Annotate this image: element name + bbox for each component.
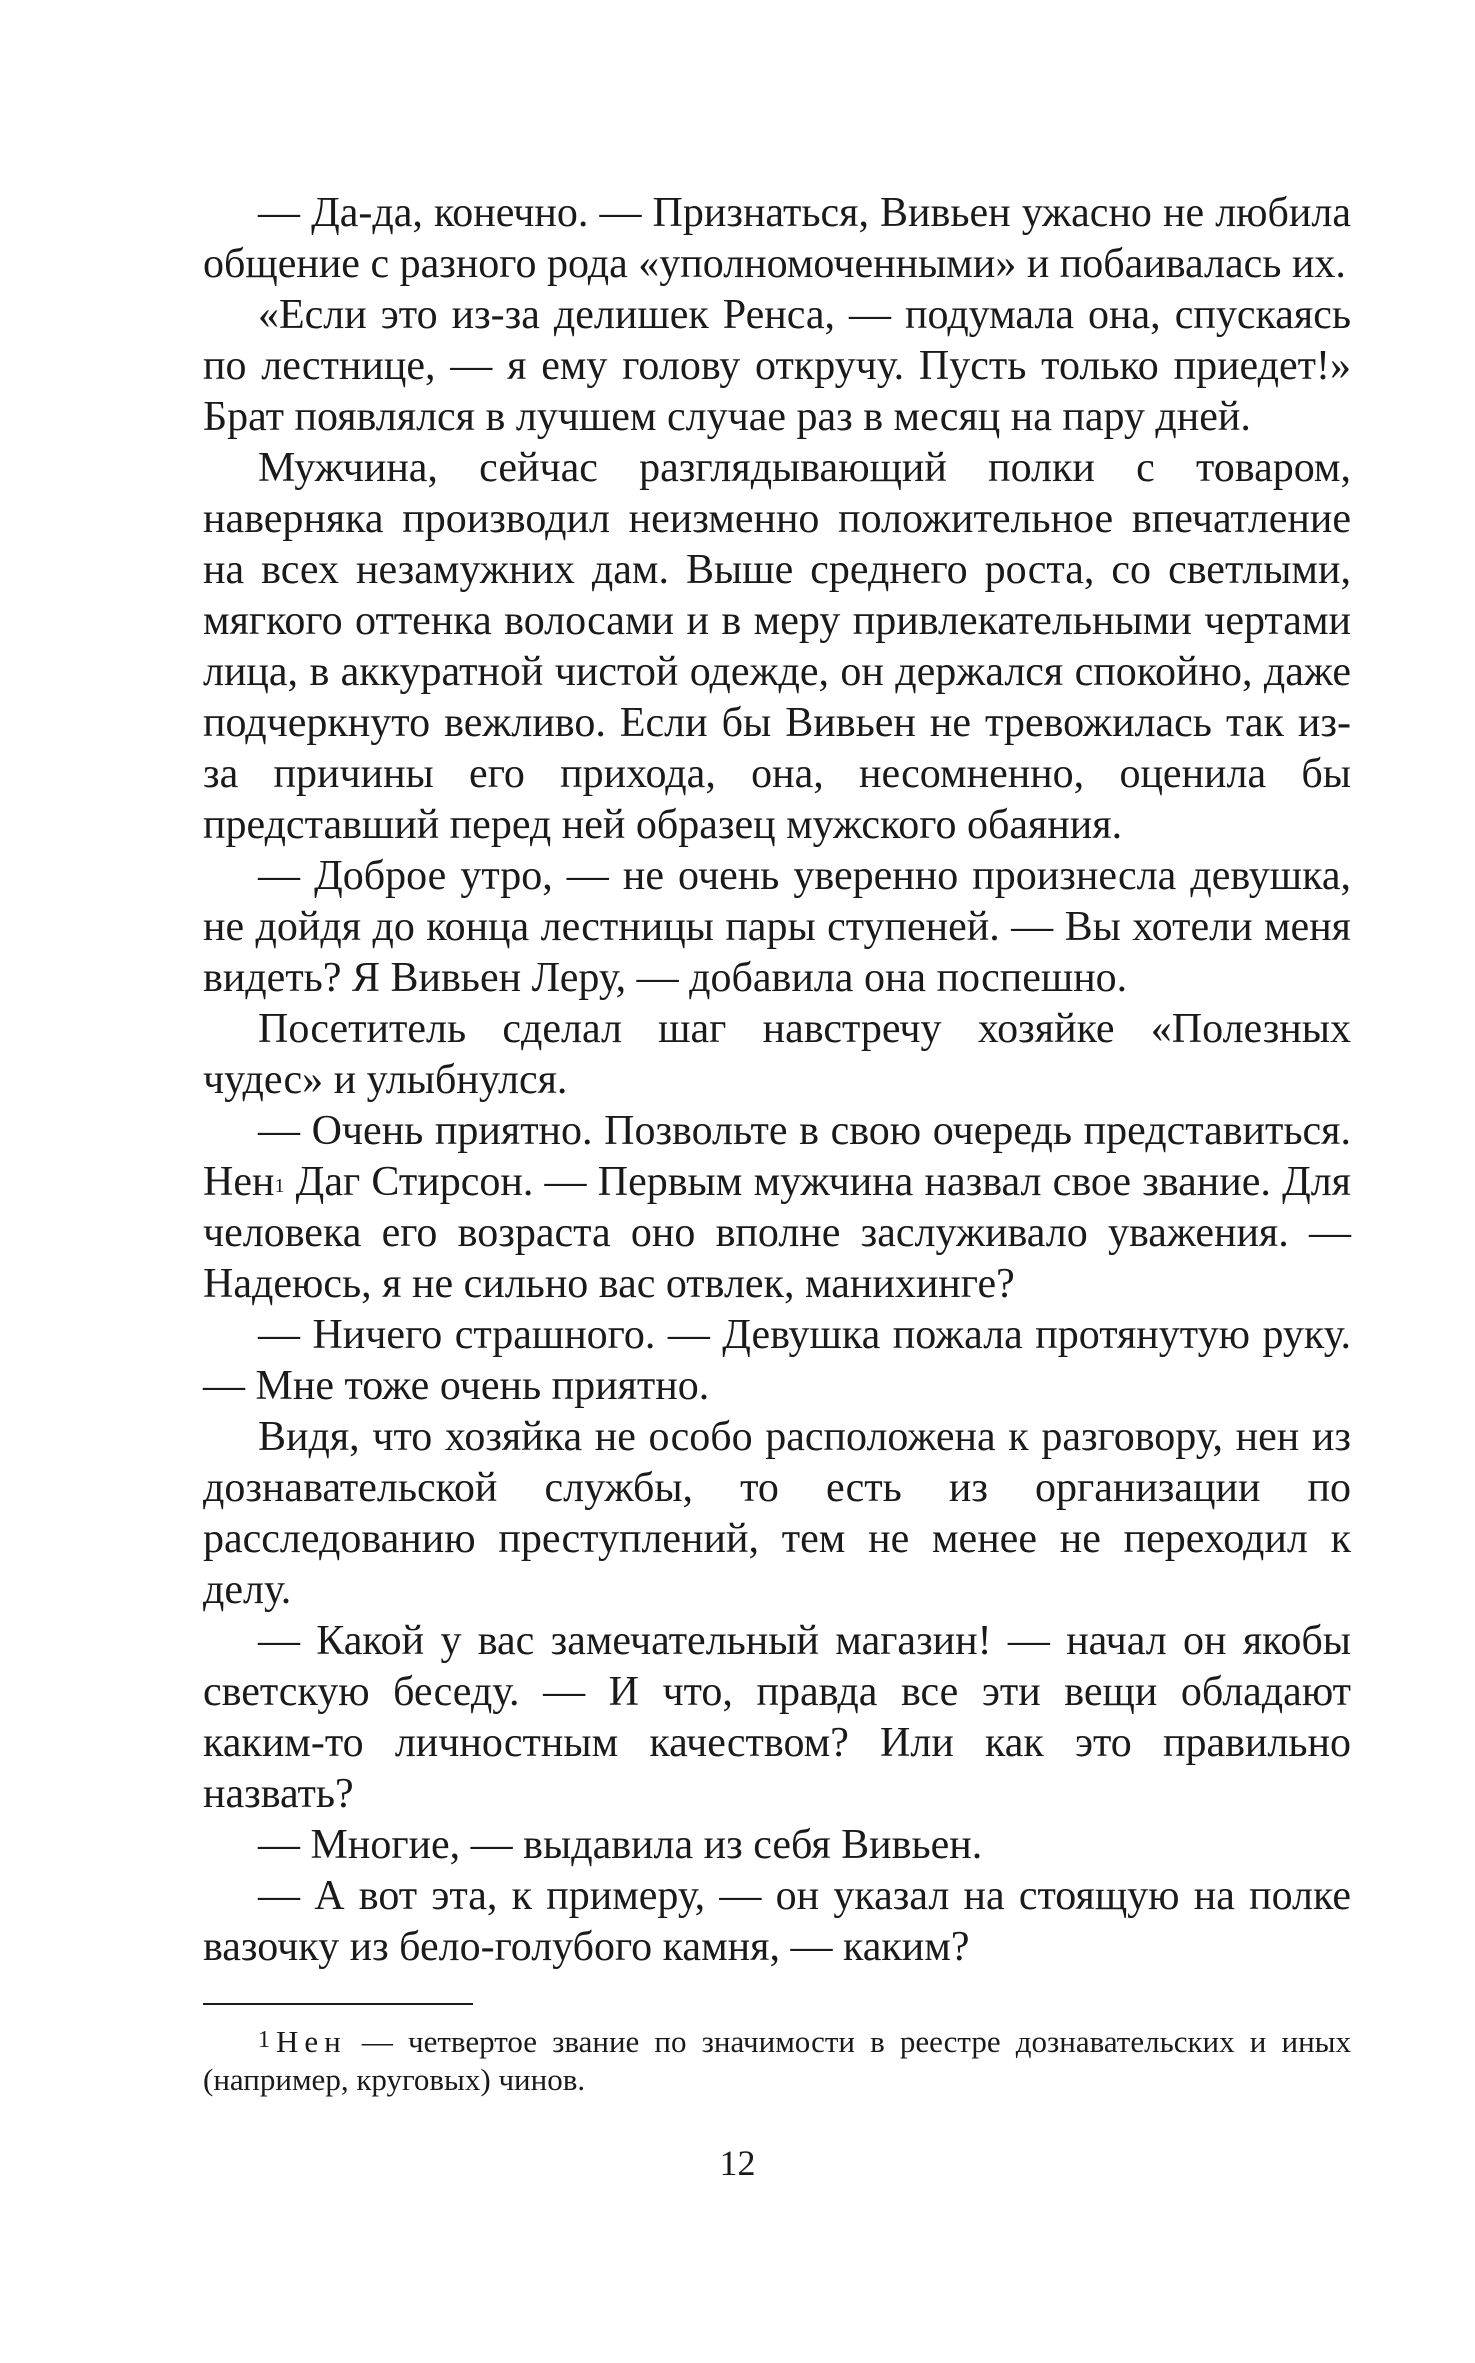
paragraph: — А вот эта, к примеру, — он указал на стоящую на полке вазочку из бело-голубого камня, — каким? [203, 1873, 1351, 1970]
paragraph-with-footnote [203, 1106, 1351, 1310]
footnote-reference: 1 [274, 1175, 285, 1197]
paragraph: Видя, что хозяйка не особо расположена к разговору, нен из дознавательской службы, то есть из организации по расследованию преступлений, тем не менее не переходил к делу. [203, 1414, 1351, 1613]
footnote-text: — четвертое звание по значимости в реестре дознавательских и иных (например, круговых) чинов. [203, 2024, 1351, 2097]
text-span: — Очень приятно. Позвольте в свою очередь представиться. Нен [203, 1108, 1351, 1205]
paragraph: Мужчина, сейчас разглядывающий полки с товаром, наверняка производил неизменно положительное впечатление на всех незамужних дам. Выше среднего роста, со светлыми, мягкого оттенка волосами и в меру привлекательными чертами лица, в аккуратной чистой одежде, он держался спокойно, даже подчеркнуто вежливо. Если бы Вивьен не тревожилась так из-за причины его прихода, она, несомненно, оценила бы представший перед ней образец мужского обаяния. [203, 445, 1351, 848]
paragraph: — Доброе утро, — не очень уверенно произнесла девушка, не дойдя до конца лестницы пары ступеней. — Вы хотели меня видеть? Я Вивьен Леру, — добавила она поспешно. [203, 853, 1351, 1001]
paragraph: — Многие, — выдавила из себя Вивьен. [258, 1822, 983, 1868]
paragraph: Посетитель сделал шаг навстречу хозяйке «Полезных чудес» и улыбнулся. [203, 1006, 1351, 1103]
main-text [203, 188, 1351, 1973]
footnote [203, 2023, 1351, 2099]
paragraph: «Если это из-за делишек Ренса, — подумала она, спускаясь по лестнице, — я ему голову откручу. Пусть только приедет!» Брат появлялся в лучшем случае раз в месяц на пару дней. [203, 292, 1351, 440]
paragraph: — Какой у вас замечательный магазин! — начал он якобы светскую беседу. — И что, правда все эти вещи обладают каким-то личностным качеством? Или как это правильно назвать? [203, 1618, 1351, 1817]
text-span: Даг Стирсон. — Первым мужчина назвал свое звание. Для человека его возраста оно вполне заслуживало уважения. — Надеюсь, я не сильно вас отвлек, манихинге? [203, 1159, 1351, 1307]
paragraph: — Да-да, конечно. — Признаться, Вивьен ужасно не любила общение с разного рода «уполномоченными» и побаивалась их. [203, 190, 1351, 287]
page-number: 12 [719, 2143, 756, 2183]
footnote-mark: 1 [258, 2027, 270, 2053]
footnote-divider [203, 2003, 473, 2005]
footnote-term: Нен [276, 2024, 347, 2059]
paragraph: — Ничего страшного. — Девушка пожала протянутую руку. — Мне тоже очень приятно. [203, 1312, 1351, 1409]
